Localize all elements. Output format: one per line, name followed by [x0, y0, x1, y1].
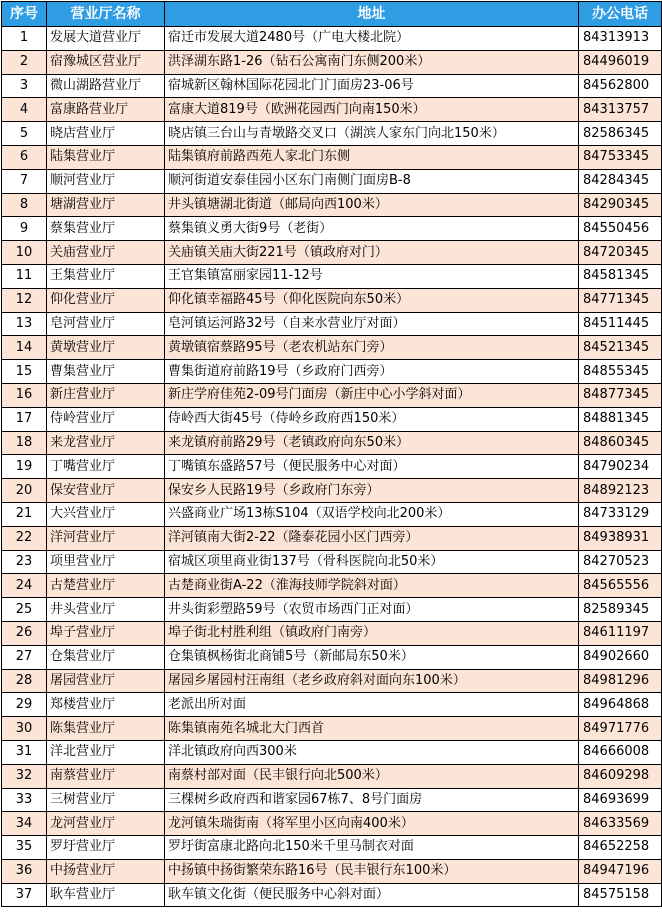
cell-address[interactable]: 王官集镇富丽家园11-12号	[165, 264, 579, 288]
cell-address[interactable]: 井头街彩塑路59号（农贸市场西门正对面）	[165, 598, 579, 622]
outlet-table	[1, 1, 662, 907]
cell-index[interactable]: 35	[2, 836, 47, 860]
cell-address[interactable]: 新庄学府佳苑2-09号门面房（新庄中心小学斜对面）	[165, 383, 579, 407]
cell-index[interactable]: 28	[2, 669, 47, 693]
cell-address[interactable]: 井头镇塘湖北街道（邮局向西100米）	[165, 193, 579, 217]
cell-address[interactable]: 宿迁市发展大道2480号（广电大楼北院）	[165, 27, 579, 51]
cell-outlet-name[interactable]: 微山湖路营业厅	[47, 74, 165, 98]
column-header-phone[interactable]: 办公电话	[579, 2, 662, 27]
cell-phone[interactable]: 84938931	[579, 526, 662, 550]
cell-index[interactable]: 14	[2, 336, 47, 360]
table-row	[2, 859, 662, 883]
cell-outlet-name[interactable]: 埠子营业厅	[47, 621, 165, 645]
cell-outlet-name[interactable]: 中扬营业厅	[47, 859, 165, 883]
cell-address[interactable]: 侍岭西大街45号（侍岭乡政府西150米）	[165, 407, 579, 431]
cell-index[interactable]: 27	[2, 645, 47, 669]
cell-index[interactable]: 13	[2, 312, 47, 336]
cell-index[interactable]: 10	[2, 241, 47, 265]
cell-address[interactable]: 龙河镇朱瑞街南（将军里小区向南400米）	[165, 812, 579, 836]
cell-phone[interactable]: 84666008	[579, 740, 662, 764]
table-row	[2, 669, 662, 693]
cell-address[interactable]: 蔡集镇义勇大街9号（老街）	[165, 217, 579, 241]
cell-phone[interactable]: 82586345	[579, 122, 662, 146]
table-row	[2, 574, 662, 598]
cell-index[interactable]: 5	[2, 122, 47, 146]
cell-outlet-name[interactable]: 塘湖营业厅	[47, 193, 165, 217]
cell-index[interactable]: 29	[2, 693, 47, 717]
cell-address[interactable]: 关庙镇关庙大街221号（镇政府对门）	[165, 241, 579, 265]
cell-outlet-name[interactable]: 曹集营业厅	[47, 360, 165, 384]
table-row	[2, 383, 662, 407]
cell-phone[interactable]: 84877345	[579, 383, 662, 407]
cell-phone[interactable]: 84496019	[579, 50, 662, 74]
cell-address[interactable]: 三棵树乡政府西和谐家园67栋7、8号门面房	[165, 788, 579, 812]
cell-phone[interactable]: 84771345	[579, 288, 662, 312]
cell-phone[interactable]: 84633569	[579, 812, 662, 836]
cell-index[interactable]: 32	[2, 764, 47, 788]
cell-outlet-name[interactable]: 陆集营业厅	[47, 145, 165, 169]
cell-index[interactable]: 18	[2, 431, 47, 455]
table-header	[2, 2, 662, 27]
cell-index[interactable]: 36	[2, 859, 47, 883]
table-row	[2, 241, 662, 265]
cell-address[interactable]: 来龙镇府前路29号（老镇政府向东50米）	[165, 431, 579, 455]
cell-phone[interactable]: 84753345	[579, 145, 662, 169]
cell-outlet-name[interactable]: 耿车营业厅	[47, 883, 165, 907]
cell-index[interactable]: 21	[2, 502, 47, 526]
cell-address[interactable]: 仓集镇枫杨街北商铺5号（新邮局东50米）	[165, 645, 579, 669]
table-row	[2, 598, 662, 622]
cell-index[interactable]: 12	[2, 288, 47, 312]
cell-outlet-name[interactable]: 大兴营业厅	[47, 502, 165, 526]
cell-index[interactable]: 26	[2, 621, 47, 645]
cell-address[interactable]: 曹集街道府前路19号（乡政府门西旁）	[165, 360, 579, 384]
cell-outlet-name[interactable]: 三树营业厅	[47, 788, 165, 812]
cell-address[interactable]: 陆集镇府前路西苑人家北门东侧	[165, 145, 579, 169]
cell-phone[interactable]: 84562800	[579, 74, 662, 98]
cell-index[interactable]: 37	[2, 883, 47, 907]
cell-phone[interactable]: 84902660	[579, 645, 662, 669]
cell-outlet-name[interactable]: 南蔡营业厅	[47, 764, 165, 788]
cell-index[interactable]: 25	[2, 598, 47, 622]
cell-phone[interactable]: 84790234	[579, 455, 662, 479]
table-row	[2, 431, 662, 455]
cell-index[interactable]: 17	[2, 407, 47, 431]
cell-index[interactable]: 24	[2, 574, 47, 598]
cell-phone[interactable]: 84881345	[579, 407, 662, 431]
table-row	[2, 812, 662, 836]
table-row	[2, 264, 662, 288]
cell-index[interactable]: 31	[2, 740, 47, 764]
cell-address[interactable]: 耿车镇文化街（便民服务中心斜对面）	[165, 883, 579, 907]
cell-address[interactable]: 南蔡村部对面（民丰银行向北500米）	[165, 764, 579, 788]
cell-phone[interactable]: 84521345	[579, 336, 662, 360]
cell-index[interactable]: 7	[2, 169, 47, 193]
table-row	[2, 169, 662, 193]
cell-index[interactable]: 33	[2, 788, 47, 812]
table-row	[2, 336, 662, 360]
cell-outlet-name[interactable]: 关庙营业厅	[47, 241, 165, 265]
cell-phone[interactable]: 84720345	[579, 241, 662, 265]
cell-outlet-name[interactable]: 仓集营业厅	[47, 645, 165, 669]
cell-phone[interactable]: 84284345	[579, 169, 662, 193]
cell-index[interactable]: 20	[2, 479, 47, 503]
cell-phone[interactable]: 84892123	[579, 479, 662, 503]
cell-outlet-name[interactable]: 新庄营业厅	[47, 383, 165, 407]
cell-phone[interactable]: 84565556	[579, 574, 662, 598]
cell-address[interactable]: 保安乡人民路19号（乡政府门东旁）	[165, 479, 579, 503]
cell-phone[interactable]: 84313913	[579, 27, 662, 51]
cell-outlet-name[interactable]: 丁嘴营业厅	[47, 455, 165, 479]
cell-phone[interactable]: 84693699	[579, 788, 662, 812]
cell-outlet-name[interactable]: 来龙营业厅	[47, 431, 165, 455]
cell-address[interactable]: 洋北镇政府向西300米	[165, 740, 579, 764]
table-row	[2, 407, 662, 431]
cell-outlet-name[interactable]: 保安营业厅	[47, 479, 165, 503]
table-row	[2, 479, 662, 503]
table-row	[2, 288, 662, 312]
table-row	[2, 621, 662, 645]
cell-phone[interactable]: 84981296	[579, 669, 662, 693]
cell-index[interactable]: 23	[2, 550, 47, 574]
cell-index[interactable]: 15	[2, 360, 47, 384]
cell-index[interactable]: 1	[2, 27, 47, 51]
table-row	[2, 693, 662, 717]
table-row	[2, 526, 662, 550]
cell-outlet-name[interactable]: 项里营业厅	[47, 550, 165, 574]
table-row	[2, 502, 662, 526]
table-row	[2, 550, 662, 574]
cell-outlet-name[interactable]: 顺河营业厅	[47, 169, 165, 193]
cell-outlet-name[interactable]: 王集营业厅	[47, 264, 165, 288]
column-header-address[interactable]: 地址	[165, 2, 579, 27]
cell-phone[interactable]: 84290345	[579, 193, 662, 217]
cell-index[interactable]: 2	[2, 50, 47, 74]
cell-outlet-name[interactable]: 晓店营业厅	[47, 122, 165, 146]
cell-phone[interactable]: 84581345	[579, 264, 662, 288]
cell-outlet-name[interactable]: 富康路营业厅	[47, 98, 165, 122]
table-row	[2, 74, 662, 98]
cell-phone[interactable]: 84313757	[579, 98, 662, 122]
cell-phone[interactable]: 82589345	[579, 598, 662, 622]
table-row	[2, 740, 662, 764]
cell-outlet-name[interactable]: 井头营业厅	[47, 598, 165, 622]
cell-phone[interactable]: 84860345	[579, 431, 662, 455]
cell-address[interactable]: 宿城区项里商业街137号（骨科医院向北50米）	[165, 550, 579, 574]
table-row	[2, 645, 662, 669]
cell-address[interactable]: 陈集镇南苑名城北大门西首	[165, 717, 579, 741]
cell-phone[interactable]: 84611197	[579, 621, 662, 645]
cell-index[interactable]: 8	[2, 193, 47, 217]
cell-address[interactable]: 仰化镇幸福路45号（仰化医院向东50米）	[165, 288, 579, 312]
cell-outlet-name[interactable]: 蔡集营业厅	[47, 217, 165, 241]
table-row	[2, 50, 662, 74]
cell-address[interactable]: 丁嘴镇东盛路57号（便民服务中心对面）	[165, 455, 579, 479]
cell-address[interactable]: 古楚商业街A-22（淮海技师学院斜对面）	[165, 574, 579, 598]
table-row	[2, 836, 662, 860]
table-row	[2, 98, 662, 122]
table-body	[2, 27, 662, 907]
table-row	[2, 312, 662, 336]
table-row	[2, 193, 662, 217]
cell-phone[interactable]: 84550456	[579, 217, 662, 241]
table-row	[2, 145, 662, 169]
cell-outlet-name[interactable]: 皂河营业厅	[47, 312, 165, 336]
cell-address[interactable]: 宿城新区翰林国际花园北门门面房23-06号	[165, 74, 579, 98]
cell-phone[interactable]: 84733129	[579, 502, 662, 526]
cell-outlet-name[interactable]: 黄墩营业厅	[47, 336, 165, 360]
cell-outlet-name[interactable]: 宿豫城区营业厅	[47, 50, 165, 74]
table-row	[2, 122, 662, 146]
cell-index[interactable]: 3	[2, 74, 47, 98]
cell-index[interactable]: 9	[2, 217, 47, 241]
table-row	[2, 217, 662, 241]
cell-outlet-name[interactable]: 仰化营业厅	[47, 288, 165, 312]
cell-outlet-name[interactable]: 洋河营业厅	[47, 526, 165, 550]
cell-address[interactable]: 罗圩街富康北路向北150米千里马制衣对面	[165, 836, 579, 860]
cell-outlet-name[interactable]: 侍岭营业厅	[47, 407, 165, 431]
cell-outlet-name[interactable]: 郑楼营业厅	[47, 693, 165, 717]
table-row	[2, 455, 662, 479]
cell-phone[interactable]: 84609298	[579, 764, 662, 788]
cell-phone[interactable]: 84855345	[579, 360, 662, 384]
table-row	[2, 27, 662, 51]
table-row	[2, 764, 662, 788]
cell-index[interactable]: 6	[2, 145, 47, 169]
column-header-index[interactable]: 序号	[2, 2, 47, 27]
cell-phone[interactable]: 84652258	[579, 836, 662, 860]
cell-address[interactable]: 富康大道819号（欧洲花园西门向南150米）	[165, 98, 579, 122]
cell-phone[interactable]: 84270523	[579, 550, 662, 574]
cell-address[interactable]: 晓店镇三台山与青墩路交叉口（湖滨人家东门向北150米）	[165, 122, 579, 146]
cell-index[interactable]: 34	[2, 812, 47, 836]
table-row	[2, 883, 662, 907]
header-row	[2, 2, 662, 27]
column-header-name[interactable]: 营业厅名称	[47, 2, 165, 27]
cell-outlet-name[interactable]: 陈集营业厅	[47, 717, 165, 741]
cell-address[interactable]: 屠园乡屠园村汪南组（老乡政府斜对面向东100米）	[165, 669, 579, 693]
cell-index[interactable]: 19	[2, 455, 47, 479]
cell-phone[interactable]: 84971776	[579, 717, 662, 741]
cell-index[interactable]: 22	[2, 526, 47, 550]
cell-address[interactable]: 洪泽湖东路1-26（钻石公寓南门东侧200米）	[165, 50, 579, 74]
cell-index[interactable]: 16	[2, 383, 47, 407]
cell-outlet-name[interactable]: 古楚营业厅	[47, 574, 165, 598]
cell-outlet-name[interactable]: 屠园营业厅	[47, 669, 165, 693]
cell-index[interactable]: 30	[2, 717, 47, 741]
cell-address[interactable]: 顺河街道安泰佳园小区东门南侧门面房B-8	[165, 169, 579, 193]
cell-phone[interactable]: 84511445	[579, 312, 662, 336]
cell-address[interactable]: 洋河镇南大街2-22（隆泰花园小区门西旁）	[165, 526, 579, 550]
cell-phone[interactable]: 84964868	[579, 693, 662, 717]
cell-index[interactable]: 4	[2, 98, 47, 122]
cell-address[interactable]: 皂河镇运河路32号（自来水营业厅对面）	[165, 312, 579, 336]
table-row	[2, 788, 662, 812]
table-row	[2, 717, 662, 741]
cell-address[interactable]: 中扬镇中扬街繁荣东路16号（民丰银行东100米）	[165, 859, 579, 883]
cell-index[interactable]: 11	[2, 264, 47, 288]
cell-address[interactable]: 黄墩镇宿蔡路95号（老农机站东门旁）	[165, 336, 579, 360]
cell-address[interactable]: 兴盛商业广场13栋S104（双语学校向北200米）	[165, 502, 579, 526]
cell-address[interactable]: 埠子街北村胜利组（镇政府门南旁）	[165, 621, 579, 645]
cell-phone[interactable]: 84947196	[579, 859, 662, 883]
cell-outlet-name[interactable]: 罗圩营业厅	[47, 836, 165, 860]
cell-outlet-name[interactable]: 洋北营业厅	[47, 740, 165, 764]
cell-outlet-name[interactable]: 发展大道营业厅	[47, 27, 165, 51]
cell-outlet-name[interactable]: 龙河营业厅	[47, 812, 165, 836]
cell-address[interactable]: 老派出所对面	[165, 693, 579, 717]
table-row	[2, 360, 662, 384]
cell-phone[interactable]: 84575158	[579, 883, 662, 907]
